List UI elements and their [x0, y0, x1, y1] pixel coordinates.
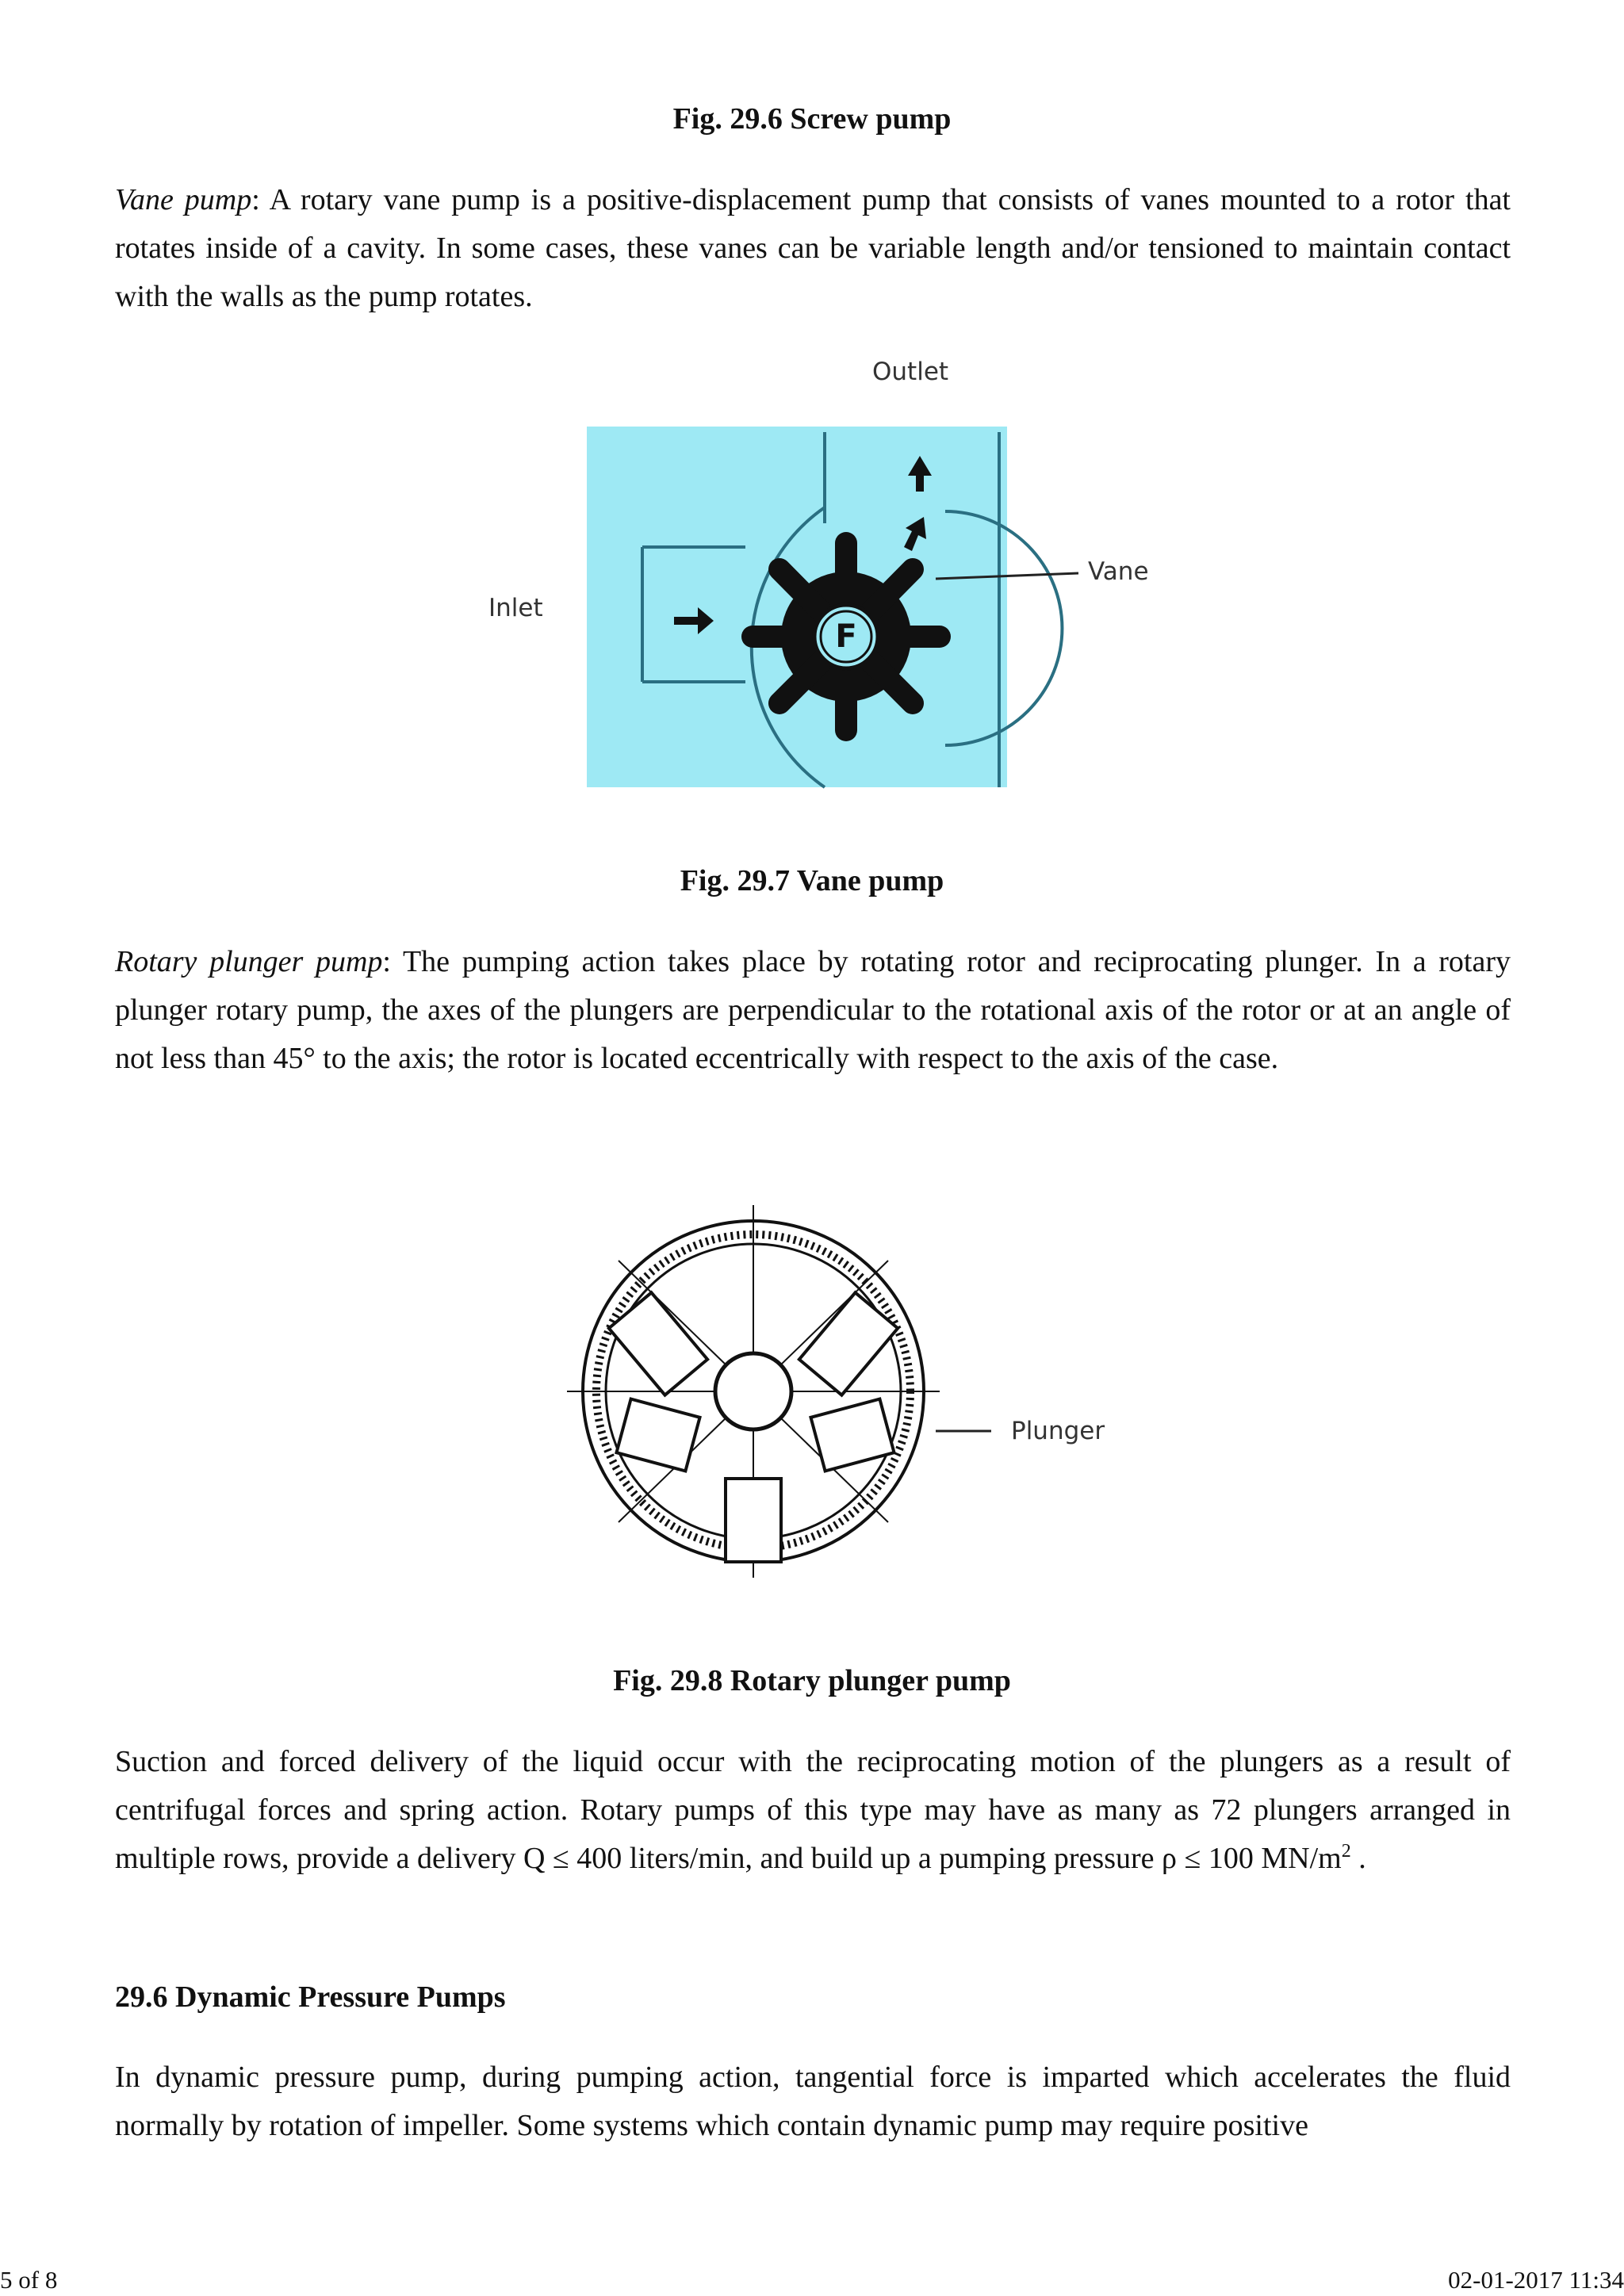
- rotary-plunger-figure: [555, 1197, 1142, 1594]
- vane-pump-term: Vane pump: [115, 183, 252, 216]
- rotary-plunger-paragraph: [115, 938, 1511, 1083]
- plunger-rotor-hub: [715, 1353, 791, 1429]
- figure-caption-rotary-plunger-pump: Fig. 29.8 Rotary plunger pump: [613, 1664, 1011, 1697]
- dynamic-pressure-paragraph: In dynamic pressure pump, during pumping action, tangential force is imparted which accelerates the fluid normally by rotation of impeller. Some systems which contain dynamic pump may require positive: [115, 2061, 1511, 2142]
- inlet-label: Inlet: [488, 594, 543, 622]
- print-datetime: 02-01-2017 11:34: [1448, 2266, 1624, 2294]
- section-heading: 29.6 Dynamic Pressure Pumps: [115, 1980, 506, 2014]
- suction-tail: .: [1350, 1842, 1366, 1875]
- suction-paragraph: [115, 1738, 1511, 1883]
- rotary-plunger-term: Rotary plunger pump: [115, 945, 383, 978]
- rotor: [753, 543, 940, 730]
- vane-label: Vane: [1088, 557, 1149, 586]
- plunger-label: Plunger: [1011, 1417, 1105, 1445]
- vane-pump-text: : A rotary vane pump is a positive-displacement pump that consists of vanes mounted to a rotor that rotates inside of a cavity. In some cases, these vanes can be variable length and/or tensioned to maintain contact with the walls as the pump rotates.: [115, 183, 1511, 313]
- outlet-label: Outlet: [872, 358, 949, 386]
- page-number: 5 of 8: [0, 2266, 58, 2294]
- superscript-two: 2: [1341, 1841, 1351, 1862]
- vane-pump-paragraph: [115, 176, 1511, 321]
- suction-text: Suction and forced delivery of the liquid occur with the reciprocating motion of the plungers as a result of centrifugal forces and spring action. Rotary pumps of this type may have as many as 72 plungers arranged in multiple rows, provide a delivery Q ≤ 400 liters/min, and build up a pumping pressure ρ ≤ 100 MN/m: [115, 1745, 1511, 1875]
- vane-pump-figure: [460, 349, 1174, 801]
- figure-caption-screw-pump: Fig. 29.6 Screw pump: [672, 102, 952, 136]
- rotary-plunger-text: : The pumping action takes place by rotating rotor and reciprocating plunger. In a rotary plunger rotary pump, the axes of the plungers are perpendicular to the rotational axis of the rotor or at an angle of not less than 45° to the axis; the rotor is located eccentrically with respect to the axis of the case.: [115, 945, 1511, 1075]
- rotor-letter: F: [835, 618, 857, 655]
- figure-caption-vane-pump: Fig. 29.7 Vane pump: [680, 864, 944, 897]
